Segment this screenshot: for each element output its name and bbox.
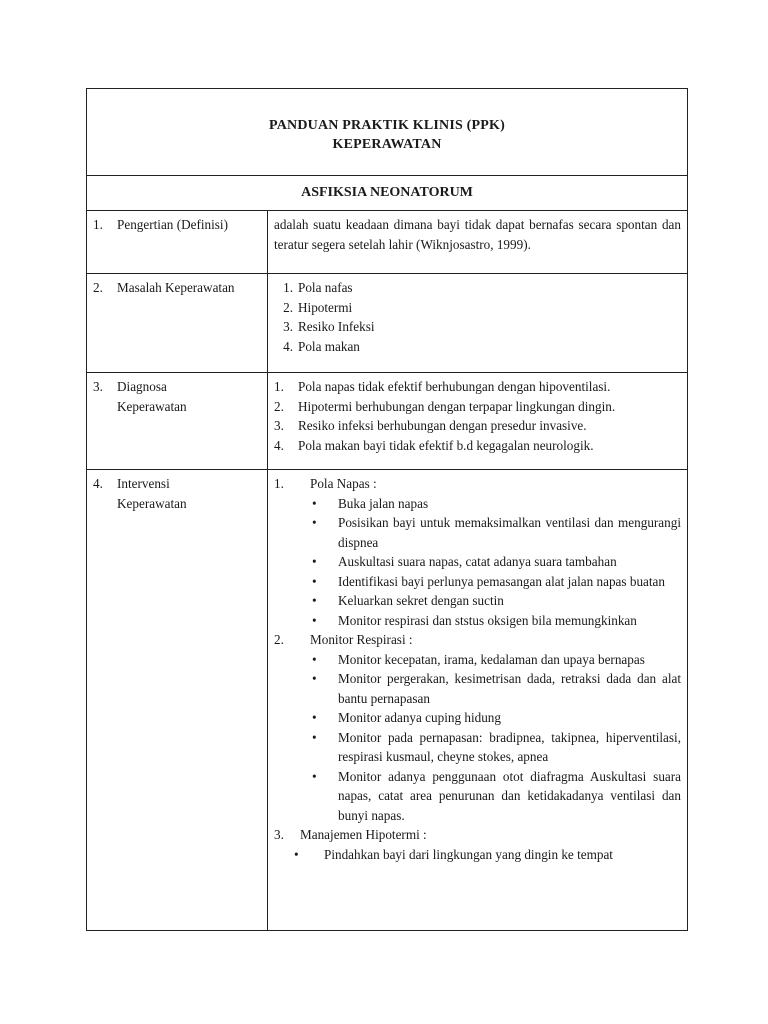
table-row-definisi: [87, 211, 688, 274]
list-item: 1. Pola nafas: [283, 280, 353, 295]
list-item: • Monitor respirasi dan ststus oksigen bila memungkinkan: [312, 612, 637, 628]
ppk-table: [86, 88, 688, 931]
row-number: 2.: [93, 280, 103, 295]
bullet-list: [274, 494, 681, 631]
intervention-content: [268, 470, 688, 931]
section-title: Pola Napas :: [310, 476, 377, 491]
row-label: Pengertian (Definisi): [117, 217, 228, 232]
row-label: Diagnosa Keperawatan: [117, 379, 187, 414]
list-item: • Monitor adanya penggunaan otot diafragma Auskultasi suara napas, catat area penurunan dan ketidakadanya ventilasi dan bunyi napas.: [312, 768, 682, 823]
list-item: 3. Resiko infeksi berhubungan dengan presedur invasive.: [274, 418, 587, 433]
table-row-intervensi: [87, 470, 688, 931]
definition-text: adalah suatu keadaan dimana bayi tidak dapat bernafas secara spontan dan teratur segera setelah lahir (Wiknjosastro, 1999).: [268, 211, 688, 274]
document-header: [87, 89, 688, 176]
diagnosis-list: [274, 377, 681, 455]
row-number: 4.: [93, 476, 103, 491]
list-item: 2. Hipotermi berhubungan dengan terpapar lingkungan dingin.: [274, 398, 616, 414]
list-item: 4. Pola makan bayi tidak efektif b.d kegagalan neurologik.: [274, 437, 594, 453]
list-item: 1. Pola napas tidak efektif berhubungan dengan hipoventilasi.: [274, 379, 611, 394]
row-number: 3.: [93, 379, 103, 394]
intervention-section: 3. Manajemen Hipotermi : • Pindahkan bayi dari lingkungan yang dingin ke tempat: [274, 825, 681, 864]
section-title: Monitor Respirasi :: [310, 632, 413, 647]
list-item: • Monitor pada pernapasan: bradipnea, takipnea, hiperventilasi, respirasi kusmaul, cheyne stokes, apnea: [312, 729, 682, 764]
list-item: • Monitor adanya cuping hidung: [312, 710, 501, 725]
table-row-diagnosa: [87, 373, 688, 470]
list-item: • Posisikan bayi untuk memaksimalkan ventilasi dan mengurangi dispnea: [312, 515, 682, 550]
list-item: 4. Pola makan: [283, 338, 360, 354]
list-item: • Buka jalan napas: [312, 495, 429, 511]
table-row-masalah: [87, 274, 688, 373]
row-label: Masalah Keperawatan: [117, 280, 235, 295]
list-item: 3. Resiko Infeksi: [283, 319, 375, 334]
bullet-list: [274, 650, 681, 826]
section-title: Manajemen Hipotermi :: [300, 827, 427, 842]
problem-list: [274, 278, 681, 356]
document-title: PANDUAN PRAKTIK KLINIS (PPK): [269, 118, 505, 133]
topic-title: ASFIKSIA NEONATORUM: [87, 176, 688, 211]
bullet-list: [274, 845, 681, 865]
list-item: • Monitor kecepatan, irama, kedalaman dan upaya bernapas: [312, 651, 645, 667]
intervention-section: 2. Monitor Respirasi : • Monitor kecepatan, irama, kedalaman dan upaya bernapas • Monitor pergerakan, kesimetrisan dada, retraksi dada dan alat bantu pernapasan • Monitor adanya cuping hidung • Monitor pada pernapasan: bradipnea, takipnea, hiperventilasi, respirasi kusmaul, cheyne stokes, apnea • Monitor adanya penggunaan otot diafragma Auskultasi suara napas, catat area penurunan dan ketidakadanya ventilasi dan bunyi napas.: [274, 630, 681, 825]
list-item: • Identifikasi bayi perlunya pemasangan alat jalan napas buatan: [312, 573, 665, 589]
list-item: • Keluarkan sekret dengan suctin: [312, 593, 504, 608]
list-item: • Pindahkan bayi dari lingkungan yang dingin ke tempat: [294, 846, 613, 862]
row-number: 1.: [93, 217, 103, 232]
list-item: • Auskultasi suara napas, catat adanya suara tambahan: [312, 554, 617, 569]
document-subtitle: KEPERAWATAN: [332, 137, 442, 152]
intervention-section: 1. Pola Napas : • Buka jalan napas • Posisikan bayi untuk memaksimalkan ventilasi dan mengurangi dispnea • Auskultasi suara napas, catat adanya suara tambahan • Identifikasi bayi perlunya pemasangan alat jalan napas buatan • Keluarkan sekret dengan suctin • Monitor respirasi dan ststus oksigen bila memungkinkan: [274, 474, 681, 630]
list-item: 2. Hipotermi: [283, 299, 353, 315]
row-label: Intervensi Keperawatan: [117, 476, 187, 511]
list-item: • Monitor pergerakan, kesimetrisan dada, retraksi dada dan alat bantu pernapasan: [312, 671, 682, 706]
